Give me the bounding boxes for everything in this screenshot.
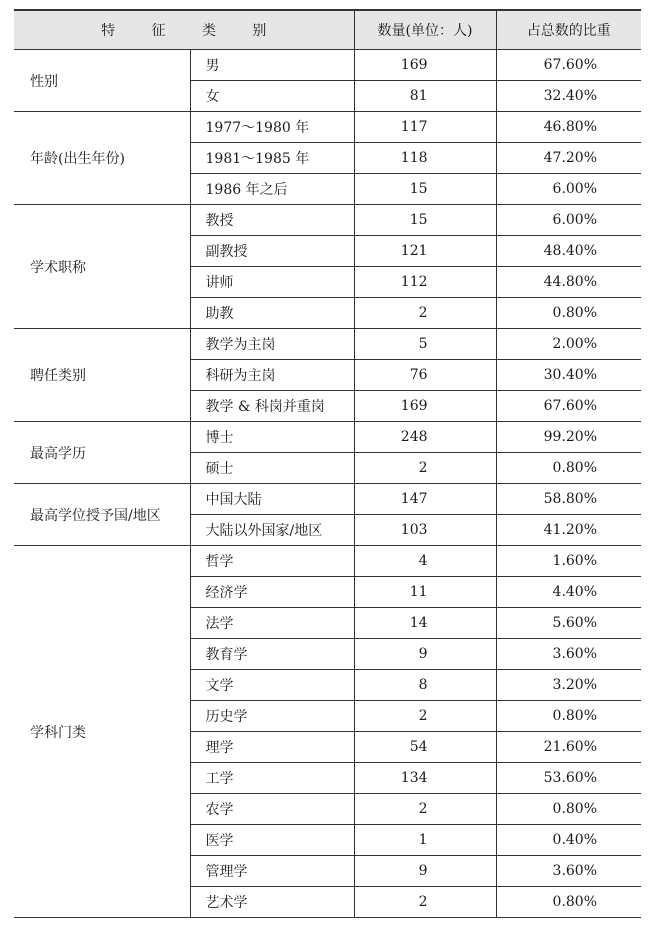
- table-row: [14, 50, 641, 81]
- share-cell: 32.40%: [496, 81, 641, 112]
- item-cell: 1986 年之后: [190, 174, 354, 205]
- item-cell: 经济学: [190, 577, 354, 608]
- header-share: 占总数的比重: [496, 10, 641, 50]
- item-cell: 艺术学: [190, 887, 354, 918]
- count-cell: 248: [354, 422, 496, 453]
- count-cell: 9: [354, 856, 496, 887]
- share-cell: 6.00%: [496, 174, 641, 205]
- share-cell: 3.60%: [496, 639, 641, 670]
- share-cell: 5.60%: [496, 608, 641, 639]
- count-cell: 121: [354, 236, 496, 267]
- count-cell: 103: [354, 515, 496, 546]
- count-cell: 2: [354, 701, 496, 732]
- item-cell: 教学 & 科岗并重岗: [190, 391, 354, 422]
- share-cell: 4.40%: [496, 577, 641, 608]
- count-cell: 2: [354, 887, 496, 918]
- count-cell: 76: [354, 360, 496, 391]
- table-row: [14, 484, 641, 515]
- count-cell: 81: [354, 81, 496, 112]
- header-feature-label: 特 征 类 别: [101, 23, 283, 39]
- count-cell: 5: [354, 329, 496, 360]
- item-cell: 副教授: [190, 236, 354, 267]
- item-cell: 教育学: [190, 639, 354, 670]
- item-cell: 1981～1985 年: [190, 143, 354, 174]
- share-cell: 67.60%: [496, 391, 641, 422]
- item-cell: 助教: [190, 298, 354, 329]
- share-cell: 21.60%: [496, 732, 641, 763]
- count-cell: 4: [354, 546, 496, 577]
- item-cell: 农学: [190, 794, 354, 825]
- share-cell: 0.80%: [496, 794, 641, 825]
- item-cell: 文学: [190, 670, 354, 701]
- count-cell: 1: [354, 825, 496, 856]
- category-cell: 最高学位授予国/地区: [14, 484, 190, 546]
- share-cell: 0.80%: [496, 298, 641, 329]
- share-cell: 2.00%: [496, 329, 641, 360]
- count-cell: 11: [354, 577, 496, 608]
- share-cell: 41.20%: [496, 515, 641, 546]
- header-row: [14, 10, 641, 50]
- item-cell: 教授: [190, 205, 354, 236]
- count-cell: 117: [354, 112, 496, 143]
- item-cell: 教学为主岗: [190, 329, 354, 360]
- count-cell: 2: [354, 794, 496, 825]
- share-cell: 0.80%: [496, 887, 641, 918]
- count-cell: 2: [354, 298, 496, 329]
- count-cell: 9: [354, 639, 496, 670]
- share-cell: 1.60%: [496, 546, 641, 577]
- header-count: 数量(单位：人): [354, 10, 496, 50]
- item-cell: 中国大陆: [190, 484, 354, 515]
- share-cell: 99.20%: [496, 422, 641, 453]
- item-cell: 男: [190, 50, 354, 81]
- share-cell: 58.80%: [496, 484, 641, 515]
- header-feature: [14, 10, 354, 50]
- item-cell: 女: [190, 81, 354, 112]
- item-cell: 科研为主岗: [190, 360, 354, 391]
- count-cell: 14: [354, 608, 496, 639]
- table-body: [14, 50, 641, 918]
- item-cell: 管理学: [190, 856, 354, 887]
- item-cell: 医学: [190, 825, 354, 856]
- table-row: [14, 546, 641, 577]
- category-cell: 性别: [14, 50, 190, 112]
- category-cell: 学科门类: [14, 546, 190, 918]
- item-cell: 大陆以外国家/地区: [190, 515, 354, 546]
- count-cell: 2: [354, 453, 496, 484]
- item-cell: 历史学: [190, 701, 354, 732]
- item-cell: 讲师: [190, 267, 354, 298]
- share-cell: 67.60%: [496, 50, 641, 81]
- share-cell: 0.80%: [496, 453, 641, 484]
- share-cell: 3.20%: [496, 670, 641, 701]
- count-cell: 118: [354, 143, 496, 174]
- count-cell: 169: [354, 50, 496, 81]
- table-row: [14, 329, 641, 360]
- item-cell: 哲学: [190, 546, 354, 577]
- item-cell: 工学: [190, 763, 354, 794]
- count-cell: 169: [354, 391, 496, 422]
- share-cell: 30.40%: [496, 360, 641, 391]
- share-cell: 0.80%: [496, 701, 641, 732]
- count-cell: 54: [354, 732, 496, 763]
- share-cell: 0.40%: [496, 825, 641, 856]
- share-cell: 3.60%: [496, 856, 641, 887]
- item-cell: 1977～1980 年: [190, 112, 354, 143]
- count-cell: 15: [354, 205, 496, 236]
- count-cell: 112: [354, 267, 496, 298]
- share-cell: 44.80%: [496, 267, 641, 298]
- count-cell: 8: [354, 670, 496, 701]
- category-cell: 学术职称: [14, 205, 190, 329]
- item-cell: 博士: [190, 422, 354, 453]
- item-cell: 理学: [190, 732, 354, 763]
- statistics-table: [14, 9, 641, 918]
- share-cell: 6.00%: [496, 205, 641, 236]
- table-row: [14, 112, 641, 143]
- category-cell: 年龄(出生年份): [14, 112, 190, 205]
- category-cell: 聘任类别: [14, 329, 190, 422]
- table-header: [14, 10, 641, 50]
- share-cell: 53.60%: [496, 763, 641, 794]
- table-row: [14, 422, 641, 453]
- count-cell: 134: [354, 763, 496, 794]
- count-cell: 147: [354, 484, 496, 515]
- item-cell: 硕士: [190, 453, 354, 484]
- count-cell: 15: [354, 174, 496, 205]
- share-cell: 46.80%: [496, 112, 641, 143]
- share-cell: 48.40%: [496, 236, 641, 267]
- table-row: [14, 205, 641, 236]
- category-cell: 最高学历: [14, 422, 190, 484]
- item-cell: 法学: [190, 608, 354, 639]
- share-cell: 47.20%: [496, 143, 641, 174]
